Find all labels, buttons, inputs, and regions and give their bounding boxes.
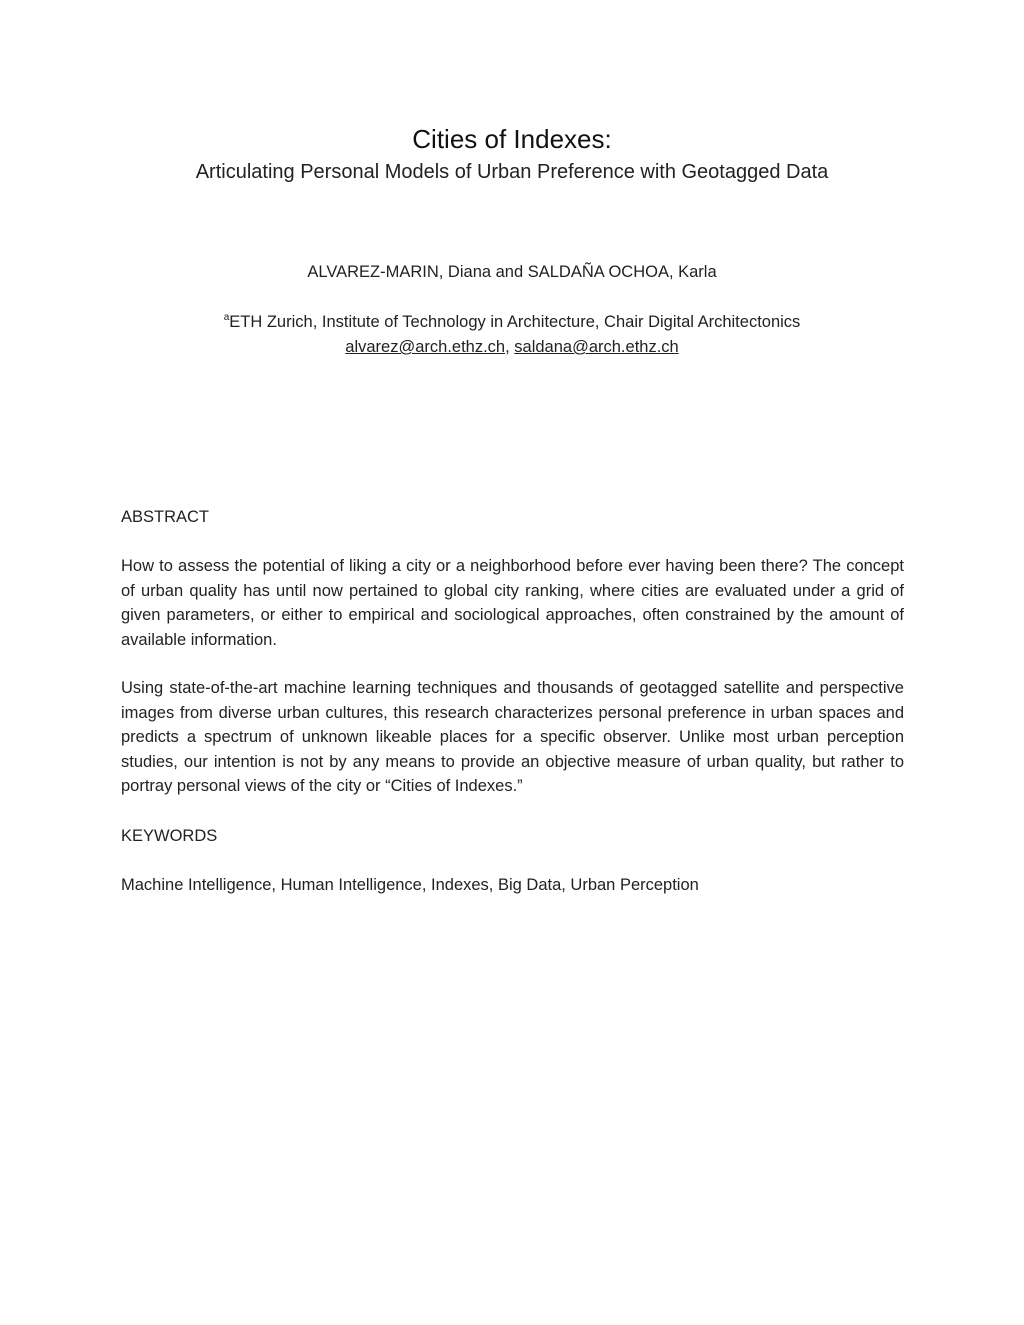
abstract-heading: ABSTRACT [121, 508, 210, 526]
author-emails [0, 335, 1024, 359]
paper-title: Cities of Indexes: [412, 124, 612, 154]
email-link-alvarez[interactable]: alvarez@arch.ethz.ch [345, 338, 506, 356]
abstract-paragraph-2: Using state-of-the-art machine learning techniques and thousands of geotagged satellite and perspective images from diverse urban cultures, this research characterizes personal preference in urban spaces and predicts a spectrum of unknown likeable places for a specific observer. Unlike most urban perception studies, our intention is not by any means to provide an objective measure of urban quality, but rather to portray personal views of the city or “Cities of Indexes.” [121, 679, 904, 796]
email-separator: , [505, 338, 515, 356]
paper-subtitle: Articulating Personal Models of Urban Preference with Geotagged Data [195, 161, 829, 183]
affiliation [0, 310, 1024, 334]
abstract-paragraph-1: How to assess the potential of liking a city or a neighborhood before ever having been there? The concept of urban quality has until now pertained to global city ranking, where cities are evaluated under a grid of given parameters, or either to empirical and sociological approaches, often constrained by the amount of available information. [121, 557, 904, 649]
email-link-saldana[interactable]: saldana@arch.ethz.ch [514, 338, 679, 356]
keywords-list: Machine Intelligence, Human Intelligence, Indexes, Big Data, Urban Perception [121, 876, 699, 894]
author-list: ALVAREZ-MARIN, Diana and SALDAÑA OCHOA, Karla [307, 263, 717, 281]
keywords-heading: KEYWORDS [121, 827, 218, 845]
affiliation-marker: a [223, 312, 230, 323]
affiliation-text: ETH Zurich, Institute of Technology in Architecture, Chair Digital Architectonics [229, 313, 801, 331]
